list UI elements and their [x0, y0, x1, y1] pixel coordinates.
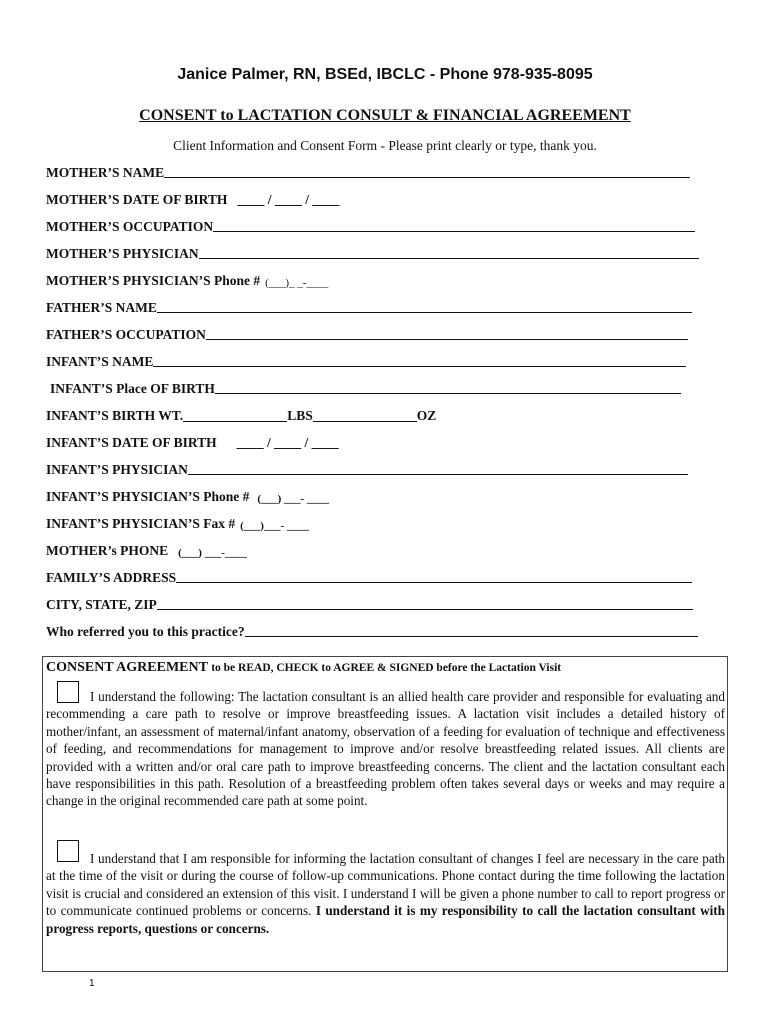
infants-physician-fax-field[interactable]: (___)___- ____ — [240, 520, 309, 532]
referral-label: Who referred you to this practice? — [46, 624, 245, 639]
referral-field[interactable] — [245, 623, 698, 637]
infants-birth-place-field[interactable] — [215, 380, 681, 394]
infants-birth-place-row — [50, 379, 681, 397]
infants-physician-row — [46, 460, 688, 478]
fathers-name-field[interactable] — [157, 299, 692, 313]
mothers-physician-phone-field[interactable]: (___)_ _-____ — [265, 277, 329, 289]
infants-physician-fax-row — [46, 514, 309, 532]
fathers-name-label: FATHER’S NAME — [46, 300, 157, 315]
consent-paragraph-2-text: I understand that I am responsible for informing the lactation consultant of changes I feel are necessary in the care path at the time of the visit or during the course of follow-up communications. Phone contact during the time following the lactation visit is crucial and considered an extension of this visit. I understand I will be given a phone number to call to report progress or to communicate continued problems or concerns. — [46, 851, 725, 919]
city-state-zip-field[interactable] — [157, 596, 693, 610]
infants-birth-place-label: INFANT’S Place OF BIRTH — [50, 381, 215, 396]
fathers-name-row — [46, 298, 692, 316]
mothers-physician-label: MOTHER’S PHYSICIAN — [46, 246, 199, 261]
infants-dob-label: INFANT’S DATE OF BIRTH — [46, 435, 217, 450]
mothers-dob-field[interactable]: ____ / ____ / ____ — [237, 192, 340, 207]
mothers-physician-row — [46, 244, 699, 262]
mothers-name-row — [46, 163, 690, 181]
infants-name-label: INFANT’S NAME — [46, 354, 154, 369]
consent-paragraph-2 — [46, 850, 725, 937]
page-number: 1 — [89, 978, 95, 989]
mothers-occupation-row — [46, 217, 695, 235]
referral-row — [46, 622, 698, 640]
consent-paragraph-1 — [46, 688, 725, 810]
consent-paragraph-2-bold: I understand it is my responsibility to call the lactation consultant with progress reports, questions or concerns. — [46, 903, 726, 936]
mothers-phone-label: MOTHER’s PHONE — [46, 543, 169, 558]
oz-label: OZ — [416, 408, 437, 423]
mothers-dob-label: MOTHER’S DATE OF BIRTH — [46, 192, 228, 207]
mothers-dob-row — [46, 190, 339, 208]
consent-paragraph-1-text: I understand the following: The lactation consultant is an allied health care provider and responsible for evaluating and recommending a care path to resolve or improve breastfeeding issues. A lactation visit includes a detailed history of mother/infant, an assessment of maternal/infant anatomy, observation of a feeding for evaluation of technique and effectiveness of feeding, and recommendations for management to improve and/or resolve breastfeeding related issues. All clients are provided with a written and/or oral care path to improve breastfeeding concerns. The client and the lactation consultant each have responsibilities in this path. Resolution of a breastfeeding problem often takes several days or weeks and may require a change in the original recommended care path at some point. — [46, 689, 725, 809]
mothers-physician-field[interactable] — [199, 245, 699, 259]
infants-physician-phone-field[interactable]: (___) ___- ____ — [257, 493, 329, 505]
fathers-occupation-row — [46, 325, 688, 343]
mothers-physician-phone-label: MOTHER’S PHYSICIAN’S Phone # — [46, 273, 261, 288]
form-title: CONSENT to LACTATION CONSULT & FINANCIAL AGREEMENT — [139, 107, 631, 124]
contact-line: Janice Palmer, RN, BSEd, IBCLC - Phone 978-935-8095 — [177, 66, 593, 83]
mothers-physician-phone-row — [46, 271, 328, 289]
infants-name-row — [46, 352, 686, 370]
infants-birth-oz-field[interactable] — [313, 408, 417, 422]
infants-birth-lbs-field[interactable] — [183, 408, 287, 422]
infants-physician-phone-row — [46, 487, 329, 505]
infants-dob-field[interactable]: ____ / ____ / ____ — [236, 435, 339, 450]
infants-name-field[interactable] — [153, 353, 686, 367]
fathers-occupation-field[interactable] — [206, 326, 688, 340]
consent-heading-note: to be READ, CHECK to AGREE & SIGNED before the Lactation Visit — [211, 662, 562, 674]
infants-dob-row — [46, 433, 339, 451]
mothers-name-field[interactable] — [164, 164, 690, 178]
infants-birth-weight-row — [46, 406, 436, 424]
mothers-phone-row — [46, 541, 247, 559]
mothers-phone-field[interactable]: (___) ___-____ — [178, 547, 247, 559]
family-address-row — [46, 568, 692, 586]
city-state-zip-label: CITY, STATE, ZIP — [46, 597, 157, 612]
city-state-zip-row — [46, 595, 693, 613]
family-address-label: FAMILY’S ADDRESS — [46, 570, 177, 585]
mothers-occupation-label: MOTHER’S OCCUPATION — [46, 219, 214, 234]
mothers-occupation-field[interactable] — [213, 218, 695, 232]
family-address-field[interactable] — [176, 569, 692, 583]
fathers-occupation-label: FATHER’S OCCUPATION — [46, 327, 206, 342]
consent-heading-title: CONSENT AGREEMENT — [46, 660, 208, 675]
mothers-name-label: MOTHER’S NAME — [46, 165, 165, 180]
infants-physician-phone-label: INFANT’S PHYSICIAN’S Phone # — [46, 489, 250, 504]
infants-birth-wt-label: INFANT’S BIRTH WT. — [46, 408, 184, 423]
consent-heading — [46, 660, 561, 676]
infants-physician-fax-label: INFANT’S PHYSICIAN’S Fax # — [46, 516, 236, 531]
infants-physician-field[interactable] — [188, 461, 688, 475]
form-instructions: Client Information and Consent Form - Please print clearly or type, thank you. — [173, 138, 597, 153]
lbs-label: LBS — [287, 408, 313, 423]
infants-physician-label: INFANT’S PHYSICIAN — [46, 462, 188, 477]
